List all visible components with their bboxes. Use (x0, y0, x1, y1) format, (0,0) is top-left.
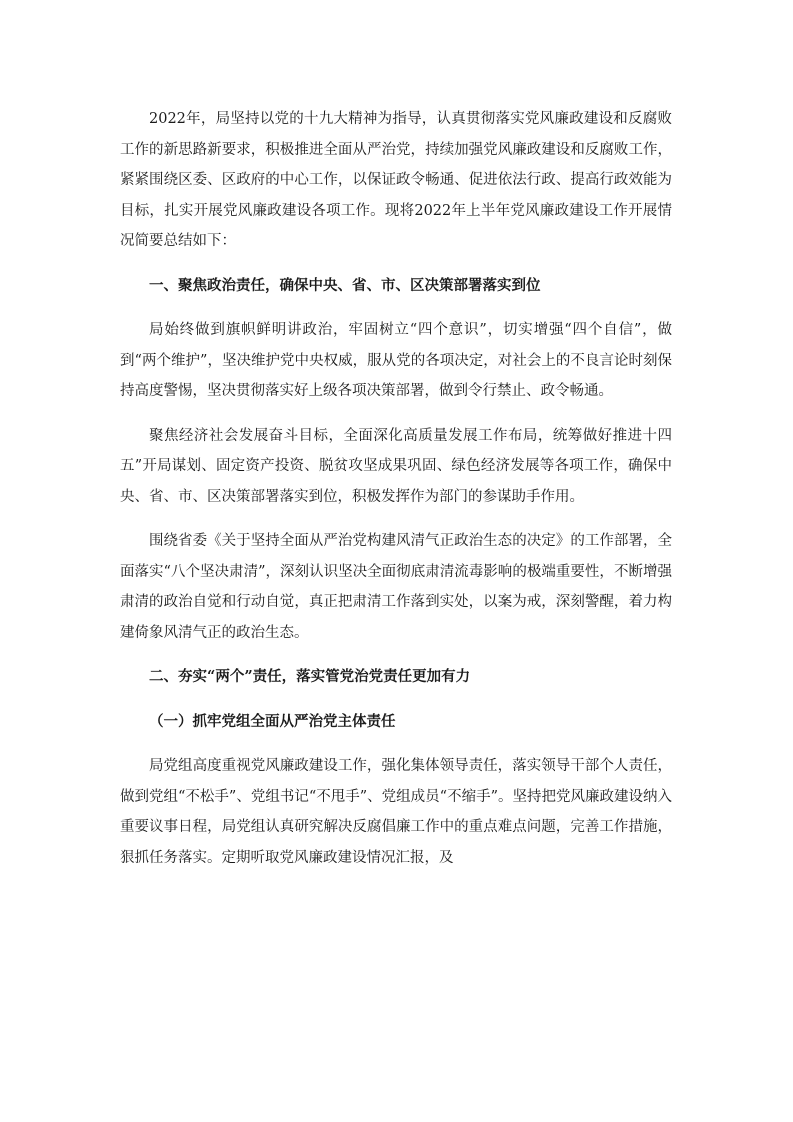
body-paragraph: 聚焦经济社会发展奋斗目标，全面深化高质量发展工作布局，统筹做好推进十四五”开局谋划、固定资产投资、脱贫攻坚成果巩固、绿色经济发展等各项工作，确保中央、省、市、区决策部署落实到位，积极发挥作为部门的参谋助手作用。 (120, 427, 672, 505)
intro-paragraph: 2022年，局坚持以党的十九大精神为指导，认真贯彻落实党风廉政建设和反腐败工作的新思路新要求，积极推进全面从严治党，持续加强党风廉政建设和反腐败工作，紧紧围绕区委、区政府的中心工作，以保证政令畅通、促进依法行政、提高行政效能为目标，扎实开展党风廉政建设各项工作。现将2022年上半年党风廉政建设工作开展情况简要总结如下： (120, 111, 672, 249)
body-paragraph: 局党组高度重视党风廉政建设工作，强化集体领导责任，落实领导干部个人责任，做到党组“不松手”、党组书记“不甩手”、党组成员“不缩手”。坚持把党风廉政建设纳入重要议事日程，局党组认真研究解决反腐倡廉工作中的重点难点问题，完善工作措施，狠抓任务落实。定期听取党风廉政建设情况汇报，及 (120, 758, 672, 866)
section-heading-2: 二、夯实“两个”责任，落实管党治党责任更加有力 (149, 668, 471, 685)
section-heading-1: 一、聚焦政治责任，确保中央、省、市、区决策部署落实到位 (149, 276, 541, 294)
body-paragraph: 局始终做到旗帜鲜明讲政治，牢固树立“四个意识”，切实增强“四个自信”，做到“两个维护”，坚决维护党中央权威，服从党的各项决定，对社会上的不良言论时刻保持高度警惕，坚决贯彻落实好上级各项决策部署，做到令行禁止、政令畅通。 (120, 322, 672, 399)
document-body (120, 104, 672, 887)
body-paragraph: 围绕省委《关于坚持全面从严治党构建风清气正政治生态的决定》的工作部署，全面落实“八个坚决肃清”，深刻认识坚决全面彻底肃清流毒影响的极端重要性，不断增强肃清的政治自觉和行动自觉，真正把肃清工作落到实处，以案为戒，深刻警醒，着力构建倚象风清气正的政治生态。 (120, 533, 672, 641)
subsection-heading-1: （一）抓牢党组全面从严治党主体责任 (149, 712, 396, 730)
